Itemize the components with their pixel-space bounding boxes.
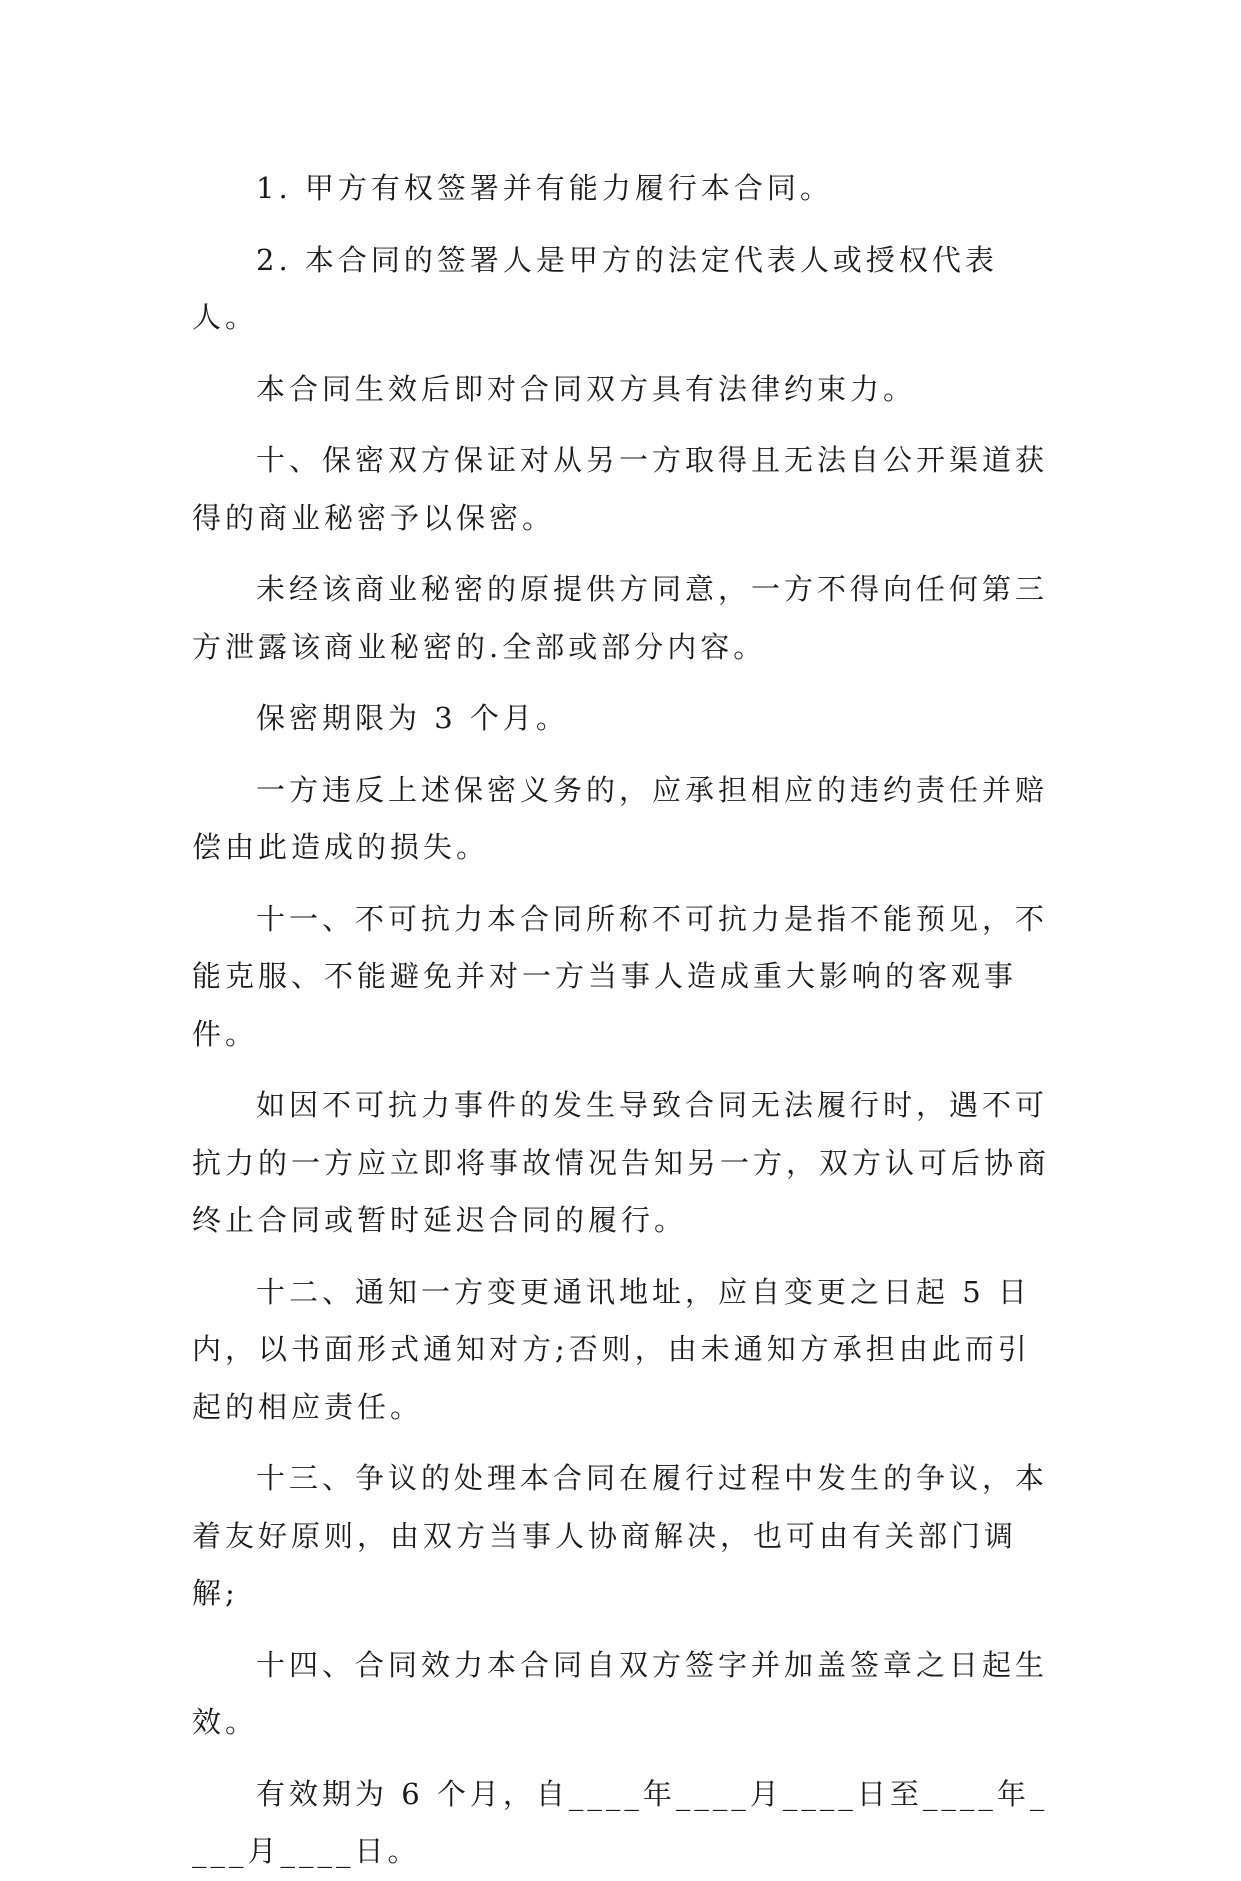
force-majeure-handling-paragraph: 如因不可抗力事件的发生导致合同无法履行时，遇不可抗力的一方应立即将事故情况告知另一方，双方认可后协商终止合同或暂时延迟合同的履行。 <box>192 1088 1051 1237</box>
breach-paragraph: 一方违反上述保密义务的，应承担相应的违约责任并赔偿由此造成的损失。 <box>192 772 1049 864</box>
confidentiality-period-paragraph: 保密期限为 3 个月。 <box>256 701 569 735</box>
disclosure-paragraph: 未经该商业秘密的原提供方同意，一方不得向任何第三方泄露该商业秘密的.全部或部分内容。 <box>192 572 1049 664</box>
binding-force-paragraph: 本合同生效后即对合同双方具有法律约束力。 <box>256 371 917 406</box>
dispute-paragraph: 十三、争议的处理本合同在履行过程中发生的争议，本着友好原则，由双方当事人协商解决，也可由有关部门调解; <box>192 1461 1049 1610</box>
force-majeure-paragraph: 十一、不可抗力本合同所称不可抗力是指不能预见，不能克服、不能避免并对一方当事人造成重大影响的客观事件。 <box>192 901 1049 1051</box>
effectiveness-paragraph: 十四、合同效力本合同自双方签字并加盖签章之日起生效。 <box>192 1647 1049 1739</box>
notice-paragraph: 十二、通知一方变更通讯地址，应自变更之日起 5 日内，以书面形式通知对方;否则，由未通知方承担由此而引起的相应责任。 <box>192 1274 1031 1424</box>
validity-period-paragraph: 有效期为 6 个月，自____年____月____日至____年____月____日。 <box>192 1776 1049 1868</box>
document-body <box>192 160 1052 1881</box>
confidentiality-paragraph: 十、保密双方保证对从另一方取得且无法自公开渠道获得的商业秘密予以保密。 <box>192 443 1049 535</box>
clause-paragraph-2: 2. 本合同的签署人是甲方的法定代表人或授权代表人。 <box>192 242 998 334</box>
clause-paragraph-1: 1. 甲方有权签署并有能力履行本合同。 <box>256 171 833 205</box>
